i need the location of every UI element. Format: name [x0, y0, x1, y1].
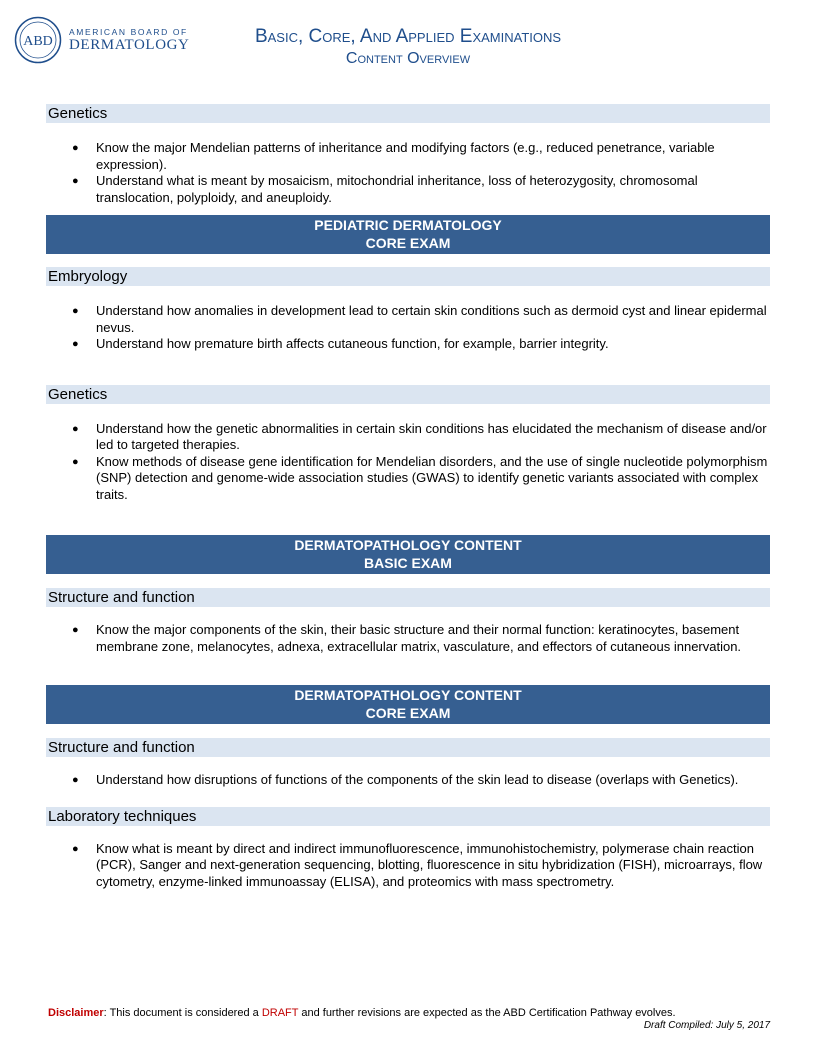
disclaimer-text-b: and further revisions are expected as the ABD Certification Pathway evolves.: [298, 1007, 676, 1019]
bullet-list: [46, 841, 770, 891]
banner-pediatric-dermatology: [46, 215, 770, 254]
abd-seal-icon: [14, 16, 62, 64]
bullet-text: Understand how premature birth affects cutaneous function, for example, barrier integrity.: [96, 336, 609, 351]
bullet-list: [46, 303, 770, 353]
section-heading-structure-function: Structure and function: [46, 738, 770, 757]
bullet-icon: ●: [72, 338, 79, 350]
banner-line-2: CORE EXAM: [365, 705, 451, 721]
bullet-icon: ●: [72, 422, 79, 435]
document-title: [190, 26, 626, 69]
bullet-text: Know methods of disease gene identification for Mendelian disorders, and the use of single nucleotide polymorphism (SNP) detection and genome-wide association studies (GWAS) to identify genetic variants associated with complex traits.: [96, 453, 768, 502]
banner-line-2: CORE EXAM: [365, 235, 451, 251]
bullet-list: [46, 772, 770, 789]
bullet-icon: ●: [72, 305, 79, 317]
disclaimer-text-a: : This document is considered a: [103, 1007, 262, 1019]
bullet-icon: ●: [72, 624, 79, 636]
title-line-1: Basic, Core, And Applied Examinations: [254, 26, 562, 47]
list-item: [46, 303, 770, 336]
list-item: [46, 454, 770, 504]
bullet-icon: ●: [72, 842, 79, 855]
section-heading-laboratory-techniques: Laboratory techniques: [46, 807, 770, 826]
content-body: [46, 104, 770, 890]
list-item: [46, 140, 770, 173]
bullet-text: Understand how disruptions of functions of the components of the skin lead to disease (overlaps with Genetics).: [96, 772, 739, 787]
list-item: [46, 336, 770, 353]
bullet-list: [46, 140, 770, 206]
bullet-icon: ●: [72, 774, 79, 786]
org-name-top: AMERICAN BOARD OF: [69, 27, 188, 37]
bullet-text: Understand what is meant by mosaicism, mitochondrial inheritance, loss of heterozygosity, chromosomal translocation, polyploidy, and aneuploidy.: [96, 173, 698, 205]
disclaimer: [48, 1007, 770, 1019]
section-heading-genetics: Genetics: [46, 385, 770, 404]
disclaimer-label: Disclaimer: [48, 1007, 104, 1019]
banner-line-1: DERMATOPATHOLOGY CONTENT: [294, 687, 522, 703]
title-line-2: Content Overview: [345, 50, 471, 67]
draft-word: DRAFT: [261, 1007, 299, 1019]
banner-dermatopathology-core: [46, 685, 770, 724]
list-item: [46, 841, 770, 891]
bullet-text: Know the major components of the skin, their basic structure and their normal function: keratinocytes, basement membrane zone, melanocytes, adnexa, extracellular matrix, vasculature, and effectors of cutaneous innervation.: [96, 622, 742, 654]
list-item: [46, 622, 770, 655]
org-name-bottom: DERMATOLOGY: [69, 37, 190, 53]
abd-logo: [14, 14, 190, 66]
section-heading-structure-function: Structure and function: [46, 588, 770, 607]
section-heading-genetics: Genetics: [46, 104, 770, 123]
compiled-date: Draft Compiled: July 5, 2017: [643, 1020, 770, 1031]
section-heading-embryology: Embryology: [46, 267, 770, 286]
bullet-icon: ●: [72, 175, 79, 187]
banner-dermatopathology-basic: [46, 535, 770, 574]
bullet-list: [46, 421, 770, 504]
bullet-text: Know the major Mendelian patterns of inheritance and modifying factors (e.g., reduced penetrance, variable expression).: [96, 140, 715, 172]
bullet-text: Understand how the genetic abnormalities in certain skin conditions has elucidated the mechanism of disease and/or led to targeted therapies.: [96, 420, 767, 452]
bullet-list: [46, 622, 770, 655]
banner-line-1: PEDIATRIC DERMATOLOGY: [314, 217, 502, 233]
bullet-icon: ●: [72, 455, 79, 468]
footer: [48, 1007, 770, 1031]
banner-line-1: DERMATOPATHOLOGY CONTENT: [294, 537, 522, 553]
bullet-icon: ●: [72, 142, 79, 154]
bullet-text: Understand how anomalies in development lead to certain skin conditions such as dermoid cyst and linear epidermal nevus.: [96, 303, 767, 335]
list-item: [46, 421, 770, 454]
banner-line-2: BASIC EXAM: [364, 555, 452, 571]
list-item: [46, 173, 770, 206]
bullet-text: Know what is meant by direct and indirect immunofluorescence, immunohistochemistry, polymerase chain reaction (PCR), Sanger and next-generation sequencing, blotting, fluorescence in situ hybridization (FISH), microarrays, flow cytometry, enzyme-linked immunoassay (ELISA), and proteomics with mass spectrometry.: [96, 840, 763, 889]
seal-text: ABD: [23, 34, 53, 49]
list-item: [46, 772, 770, 789]
